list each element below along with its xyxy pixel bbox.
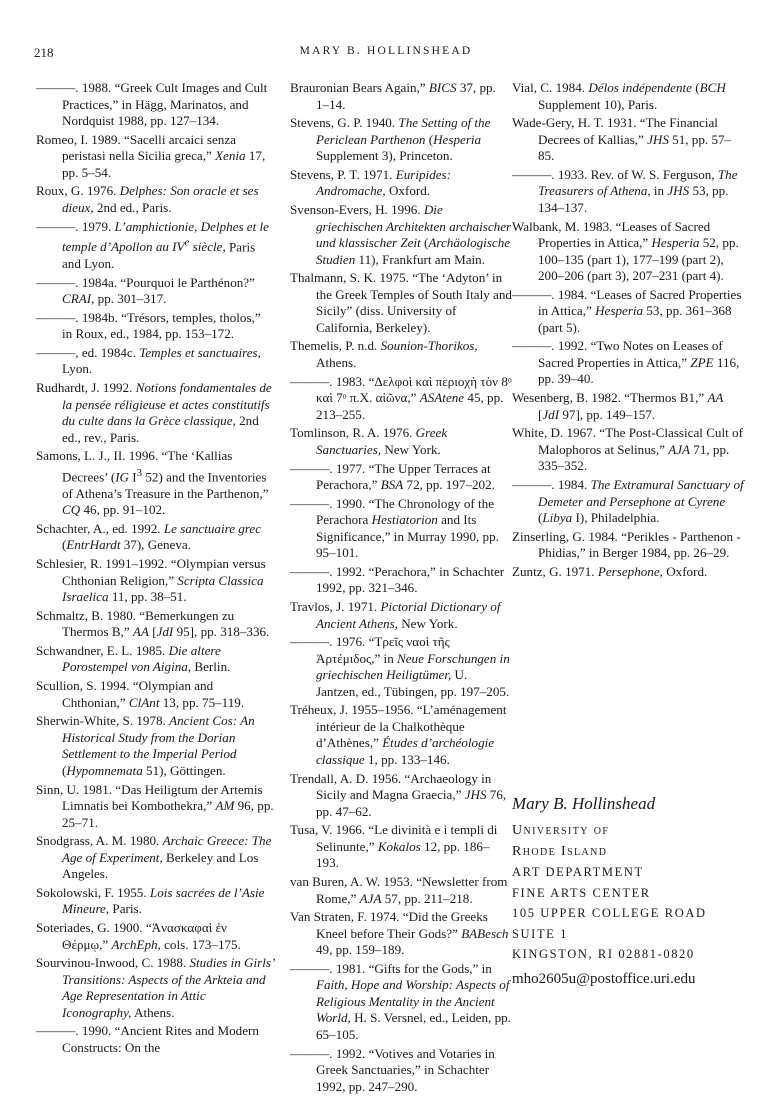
bibliography-entry: Vial, C. 1984. Délos indépendente (BCH Supplement 10), Paris. <box>512 80 726 112</box>
bibliography-entry: ———. 1990. “The Chronology of the Perachora Hestiatorion and Its Significance,” in Murray 1990, pp. 95–101. <box>290 495 499 561</box>
bibliography-entry: Roux, G. 1976. Delphes: Son oracle et ses dieux, 2nd ed., Paris. <box>36 183 259 215</box>
bibliography-entry: ———. 1992. “Two Notes on Leases of Sacred Properties in Attica,” ZPE 116, pp. 39–40. <box>512 338 740 387</box>
bibliography-entry: Rudhardt, J. 1992. Notions fondamentales de la pensée réligieuse et actes constitutifs du culte dans la Grèce classique, 2nd ed., rev., Paris. <box>36 380 272 445</box>
bibliography-entry: Sourvinou-Inwood, C. 1988. Studies in Girls’ Transitions: Aspects of the Arkteia and Age Representation in Attic Iconography, Athens. <box>36 955 274 1020</box>
bibliography-entry: Schachter, A., ed. 1992. Le sanctuaire grec (EntrHardt 37), Geneva. <box>36 520 262 553</box>
bibliography-column-1 <box>36 80 274 1059</box>
bibliography-entry: ———. 1984. The Extramural Sanctuary of Demeter and Persephone at Cyrene (Libya I), Philadelphia. <box>512 477 744 525</box>
page-number: 218 <box>34 45 54 60</box>
bibliography-entry: ———. 1981. “Gifts for the Gods,” in Faith, Hope and Worship: Aspects of Religious Mentality in the Ancient World, H. S. Versnel, ed., Leiden, pp. 65–105. <box>290 960 511 1042</box>
bibliography-entry: ———. 1983. “Δελφοὶ καὶ περιοχὴ τὸν 8ᵒ καὶ 7ᵒ π.Χ. αἰῶνα,” ASAtene 45, pp. 213–255. <box>290 373 512 422</box>
bibliography-entry: ———. 1984. “Leases of Sacred Properties in Attica,” Hesperia 53, pp. 361–368 (part 5). <box>512 286 742 335</box>
bibliography-entry: Tréheux, J. 1955–1956. “L’aménagement intérieur de la Chalkothèque d’Athènes,” Études d’archéologie classique 1, pp. 133–146. <box>290 702 507 767</box>
bibliography-entry: Themelis, P. n.d. Sounion-Thorikos, Athens. <box>290 338 478 370</box>
address-line: KINGSTON, RI 02881-0820 <box>512 947 695 961</box>
bibliography-entry: Stevens, G. P. 1940. The Setting of the Periclean Parthenon (Hesperia Supplement 3), Princeton. <box>290 115 491 164</box>
bibliography-entry: Soteriades, G. 1900. “Ἀνασκαφαὶ ἐν Θέρμῳ,” ArchEph, cols. 173–175. <box>36 920 241 952</box>
bibliography-entry: ———. 1990. “Ancient Rites and Modern Constructs: On the <box>36 1023 259 1055</box>
bibliography-entry: Samons, L. J., II. 1996. “The ‘Kallias Decrees’ (IG $I^3$ 52) and the Inventories of Athena’s Treasure in the Parthenon,” CQ 46, pp. 91–102. <box>36 448 269 518</box>
bibliography-entry: ———. 1977. “The Upper Terraces at Perachora,” BSA 72, pp. 197–202. <box>290 460 495 492</box>
running-head: MARY B. HOLLINSHEAD <box>299 45 473 57</box>
bibliography-entry: Travlos, J. 1971. Pictorial Dictionary of Ancient Athens, New York. <box>290 599 501 631</box>
bibliography-entry: ———. 1992. “Perachora,” in Schachter 1992, pp. 321–346. <box>290 563 505 596</box>
affiliation-line: University of <box>512 823 610 838</box>
bibliography-entry: ———. 1984a. “Pourquoi le Parthénon?” CRAI, pp. 301–317. <box>36 274 255 307</box>
bibliography-entry: Thalmann, S. K. 1975. “The ‘Adyton’ in the Greek Temples of South Italy and Sicily” (diss. University of California, Berkeley). <box>290 270 512 335</box>
bibliography-entry: Zinserling, G. 1984. “Perikles - Parthenon - Phidias,” in Berger 1984, pp. 26–29. <box>512 528 741 561</box>
bibliography-column-3 <box>512 80 744 583</box>
bibliography-entry: ———. 1979. L’amphictionie, Delphes et le temple d’Apollon au IVe siècle, Paris and Lyon. <box>36 218 269 271</box>
bibliography-entry: ———. 1984b. “Trésors, temples, tholos,” in Roux, ed., 1984, pp. 153–172. <box>36 309 261 342</box>
bibliography-entry: Scullion, S. 1994. “Olympian and Chthonian,” ClAnt 13, pp. 75–119. <box>36 678 245 710</box>
bibliography-entry: Schmaltz, B. 1980. “Bemerkungen zu Thermos B,” AA [JdI 95], pp. 318–336. <box>36 607 270 640</box>
bibliography-entry: Zuntz, G. 1971. Persephone, Oxford. <box>512 563 708 579</box>
address-line: ART DEPARTMENT <box>512 865 644 879</box>
bibliography-entry: Sherwin-White, S. 1978. Ancient Cos: An Historical Study from the Dorian Settlement to the Imperial Period (Hypomnemata 51), Göttingen. <box>36 713 255 778</box>
bibliography-entry: Snodgrass, A. M. 1980. Archaic Greece: The Age of Experiment, Berkeley and Los Angeles. <box>36 833 272 882</box>
bibliography-entry: Schlesier, R. 1991–1992. “Olympian versus Chthonian Religion,” Scripta Classica Israelica 11, pp. 38–51. <box>36 556 266 605</box>
address-line: SUITE 1 <box>512 926 568 941</box>
bibliography-entry: ———. 1992. “Votives and Votaries in Greek Sanctuaries,” in Schachter 1992, pp. 247–290. <box>290 1045 495 1094</box>
bibliography-entry: Romeo, I. 1989. “Sacelli arcaici senza peristasi nella Sicilia greca,” Xenia 17, pp. 5–54. <box>36 131 266 180</box>
affiliation-line: Rhode Island <box>512 843 608 859</box>
address-line: 105 UPPER COLLEGE ROAD <box>512 906 707 920</box>
bibliography-entry: Sinn, U. 1981. “Das Heiligtum der Artemis Limnatis bei Kombothekra,” AM 96, pp. 25–71. <box>36 781 274 830</box>
bibliography-entry: Schwandner, E. L. 1985. Die altere Porostempel von Aigina, Berlin. <box>36 642 231 675</box>
author-email: mho2605u@postoffice.uri.edu <box>512 970 696 987</box>
bibliography-entry: ———. 1988. “Greek Cult Images and Cult Practices,” in Hägg, Marinatos, and Nordquist 1988, pp. 127–134. <box>36 80 268 128</box>
bibliography-column-2 <box>290 80 512 1097</box>
bibliography-entry: Sokolowski, F. 1955. Lois sacrées de l’Asie Mineure, Paris. <box>36 884 265 917</box>
bibliography-entry: ———. 1933. Rev. of W. S. Ferguson, The Treasurers of Athena, in JHS 53, pp. 134–137. <box>512 166 738 215</box>
bibliography-entry: Tusa, V. 1966. “Le divinità e i templi di Selinunte,” Kokalos 12, pp. 186–193. <box>290 822 498 871</box>
author-block <box>512 793 752 989</box>
bibliography-entry: Brauronian Bears Again,” BICS 37, pp. 1–14. <box>290 80 496 112</box>
bibliography-entry: ———. 1976. “Τρεῖς ναοὶ τῆς Ἀρτέμιδος,” in Neue Forschungen in griechischen Heiligtümer, U. Jantzen, ed., Tübingen, pp. 197–205. <box>290 634 510 699</box>
address-line: FINE ARTS CENTER <box>512 885 651 900</box>
bibliography-entry: Svenson-Evers, H. 1996. Die griechischen Architekten archaischer und klassischer Zeit (Archäologische Studien 11), Frankfurt am Main. <box>290 202 512 267</box>
bibliography-entry: Wade-Gery, H. T. 1931. “The Financial Decrees of Kallias,” JHS 51, pp. 57–85. <box>512 115 732 164</box>
bibliography-entry: Walbank, M. 1983. “Leases of Sacred Properties in Attica,” Hesperia 52, pp. 100–135 (part 1), 177–199 (part 2), 200–206 (part 3), 207–231 (part 4). <box>512 218 739 284</box>
bibliography-entry: Van Straten, F. 1974. “Did the Greeks Kneel before Their Gods?” BABesch 49, pp. 159–189. <box>290 909 509 958</box>
bibliography-entry: Stevens, P. T. 1971. Euripides: Andromache, Oxford. <box>290 166 452 199</box>
bibliography-entry: Tomlinson, R. A. 1976. Greek Sanctuaries, New York. <box>290 425 448 457</box>
bibliography-entry: White, D. 1967. “The Post-Classical Cult of Malophoros at Selinus,” AJA 71, pp. 335–352. <box>512 425 743 474</box>
author-name: Mary B. Hollinshead <box>512 794 656 813</box>
bibliography-entry: van Buren, A. W. 1953. “Newsletter from Rome,” AJA 57, pp. 211–218. <box>290 874 508 906</box>
bibliography-entry: ———, ed. 1984c. Temples et sanctuaires, Lyon. <box>36 344 261 377</box>
bibliography-entry: Wesenberg, B. 1982. “Thermos B1,” AA [JdI 97], pp. 149–157. <box>512 390 724 422</box>
bibliography-entry: Trendall, A. D. 1956. “Archaeology in Sicily and Magna Graecia,” JHS 76, pp. 47–62. <box>290 770 507 819</box>
